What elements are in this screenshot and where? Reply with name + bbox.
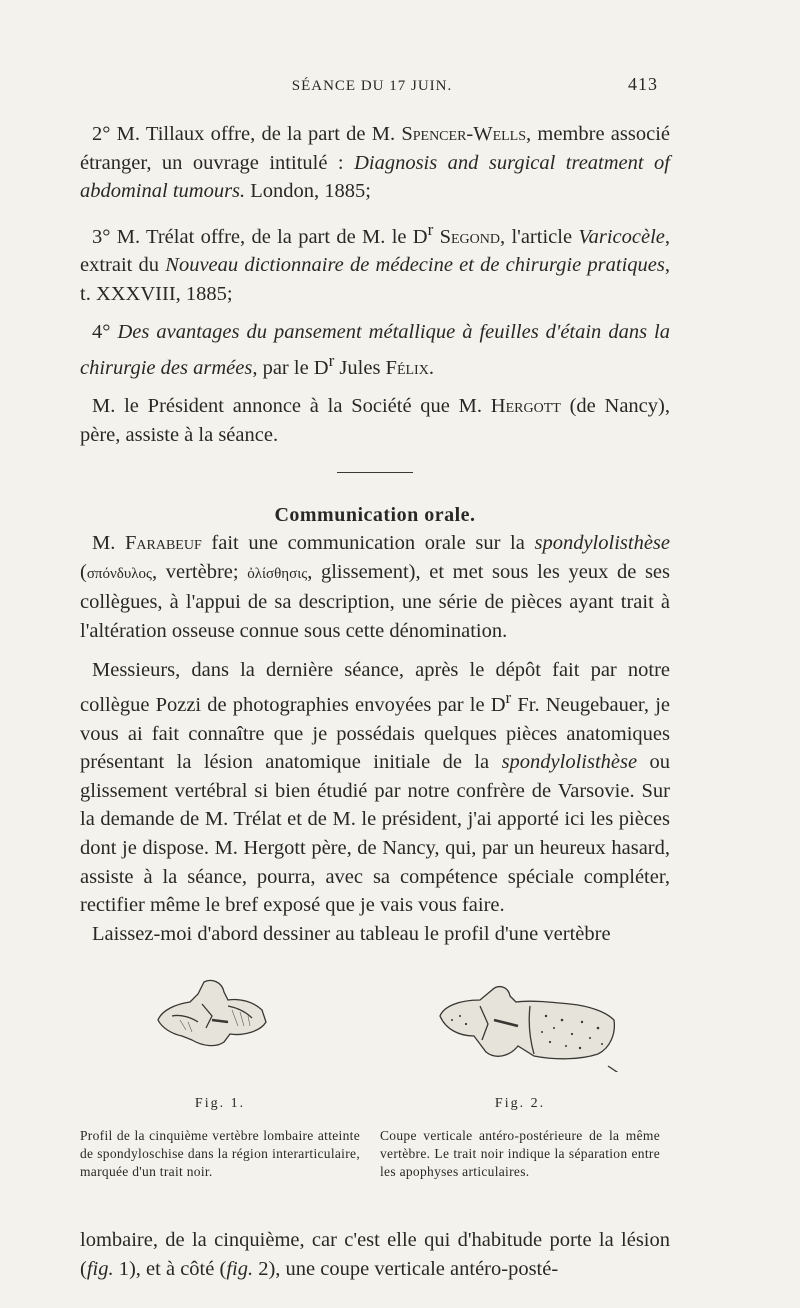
person-name: Farabeuf xyxy=(125,532,202,555)
work-title: Nouveau dictionnaire de médecine et de chirurgie pratiques xyxy=(165,254,665,277)
section-divider xyxy=(337,472,413,473)
paragraph-text: M. le Président annonce à la Société que M. xyxy=(92,395,491,418)
communication-paragraph xyxy=(80,529,670,645)
greek-word: σπόνδυλος xyxy=(86,565,152,582)
figure-reference: fig. xyxy=(86,1257,114,1280)
item-text: Trélat offre, de la part de M. le D xyxy=(140,225,428,248)
item-text: , l'article xyxy=(500,225,579,248)
item-text: London, 1885; xyxy=(245,180,371,203)
paragraph-text: M. xyxy=(92,532,125,555)
person-name: Segond xyxy=(439,225,501,248)
item-number: 4° xyxy=(92,321,111,344)
item-text: , membre associé étranger, un ouvrage intitulé : xyxy=(80,123,670,174)
vertebra-profile-drawing xyxy=(80,976,360,1072)
paragraph-text: ( xyxy=(80,560,87,583)
figure-label: Fig. 2. xyxy=(494,1096,546,1112)
paragraph-text: lombaire, de la cinquième, car c'est elle qui d'habitude porte la lésion ( xyxy=(80,1229,670,1280)
figure-caption: Coupe verticale antéro-postérieure de la même vertèbre. Le trait noir indique la séparation entre les apophyses articulaires. xyxy=(380,1127,660,1179)
section-title: Communication orale. xyxy=(274,503,476,526)
vertebra-section-drawing xyxy=(380,976,660,1072)
paragraph-text: 1), et à côté ( xyxy=(113,1257,227,1280)
vertebra-section-illustration xyxy=(430,976,630,1072)
paragraph-text: Fr. Neugebauer, je vous ai fait connaître que je possédais quelques pièces anatomiques présentant la lésion anatomique initiale de la xyxy=(80,693,670,774)
person-name: Spencer-Wells xyxy=(401,123,527,145)
announcement xyxy=(80,392,670,449)
item-number: 2° M. xyxy=(92,123,141,145)
person-name: Hergott xyxy=(490,395,561,418)
draw-intro: Laissez-moi d'abord dessiner au tableau le profil d'une vertèbre xyxy=(92,922,611,945)
speech-paragraph xyxy=(80,656,670,920)
superscript: r xyxy=(427,219,434,239)
work-title: Diagnosis and surgical treatment of abdominal tumours. xyxy=(80,151,670,203)
work-title: Des avantages du pansement métallique à feuilles d'étain dans la chirurgie des armées xyxy=(80,321,670,379)
superscript: r xyxy=(328,350,335,370)
person-name: Félix xyxy=(385,356,429,379)
figure-2 xyxy=(380,976,660,1181)
figure-reference: fig. xyxy=(226,1257,254,1280)
paragraph-text: (de Nancy), père, assiste à la séance. xyxy=(80,395,670,446)
item-text: Jules xyxy=(334,356,386,379)
paragraph-text: 2), une coupe verticale antéro-posté- xyxy=(253,1257,559,1280)
item-text: . xyxy=(428,356,434,379)
item-number: 3° M. xyxy=(92,225,141,248)
list-item xyxy=(80,318,670,382)
final-paragraph xyxy=(80,1226,670,1283)
running-title: SÉANCE DU 17 JUIN. xyxy=(291,78,453,94)
superscript: r xyxy=(505,688,512,708)
figure-label: Fig. 1. xyxy=(194,1096,246,1112)
paragraph-text: ou glissement vertébral si bien étudié par notre confrère de Varsovie. Sur la demande de M. Trélat et de M. le président, j'ai apporté ici les pièces dont je dispose. M. Hergott père, de Nancy, qui, par un heureux hasard, assiste à la séance, pourra, avec sa compétence spéciale compléter, rectifier même le bref exposé que je vais vous faire. xyxy=(80,751,671,917)
item-text: , par le D xyxy=(252,356,329,379)
paragraph-text: Messieurs, dans la dernière séance, après le dépôt fait par notre collègue Pozzi de photographies envoyées par le D xyxy=(80,658,670,716)
vertebra-profile-illustration xyxy=(142,976,292,1072)
work-title: Varicocèle xyxy=(578,225,665,248)
figure-1 xyxy=(80,976,360,1181)
item-text: , extrait du xyxy=(80,225,670,277)
figure-caption: Profil de la cinquième vertèbre lombaire atteinte de spondyloschise dans la région interarticulaire, marquée d'un trait noir. xyxy=(80,1127,360,1179)
paragraph-text: , glissement), et met sous les yeux de ses collègues, à l'appui de sa description, une série de pièces ayant trait à l'altération osseuse connue sous cette dénomination. xyxy=(80,560,671,642)
page-body xyxy=(80,120,670,1284)
medical-term: spondylolisthèse xyxy=(501,751,638,774)
list-item xyxy=(80,120,670,206)
figures-row xyxy=(80,976,670,1226)
list-item xyxy=(80,216,670,309)
paragraph-text: fait une communication orale sur la xyxy=(201,532,535,555)
item-text: Tillaux offre, de la part de M. xyxy=(140,123,402,145)
medical-term: spondylolisthèse xyxy=(534,532,670,555)
paragraph-text: , vertèbre; xyxy=(151,560,248,583)
page-number: 413 xyxy=(628,74,658,94)
greek-word: ὀλίσθησις xyxy=(247,565,308,582)
item-text: , t. XXXVIII, 1885; xyxy=(80,254,670,305)
